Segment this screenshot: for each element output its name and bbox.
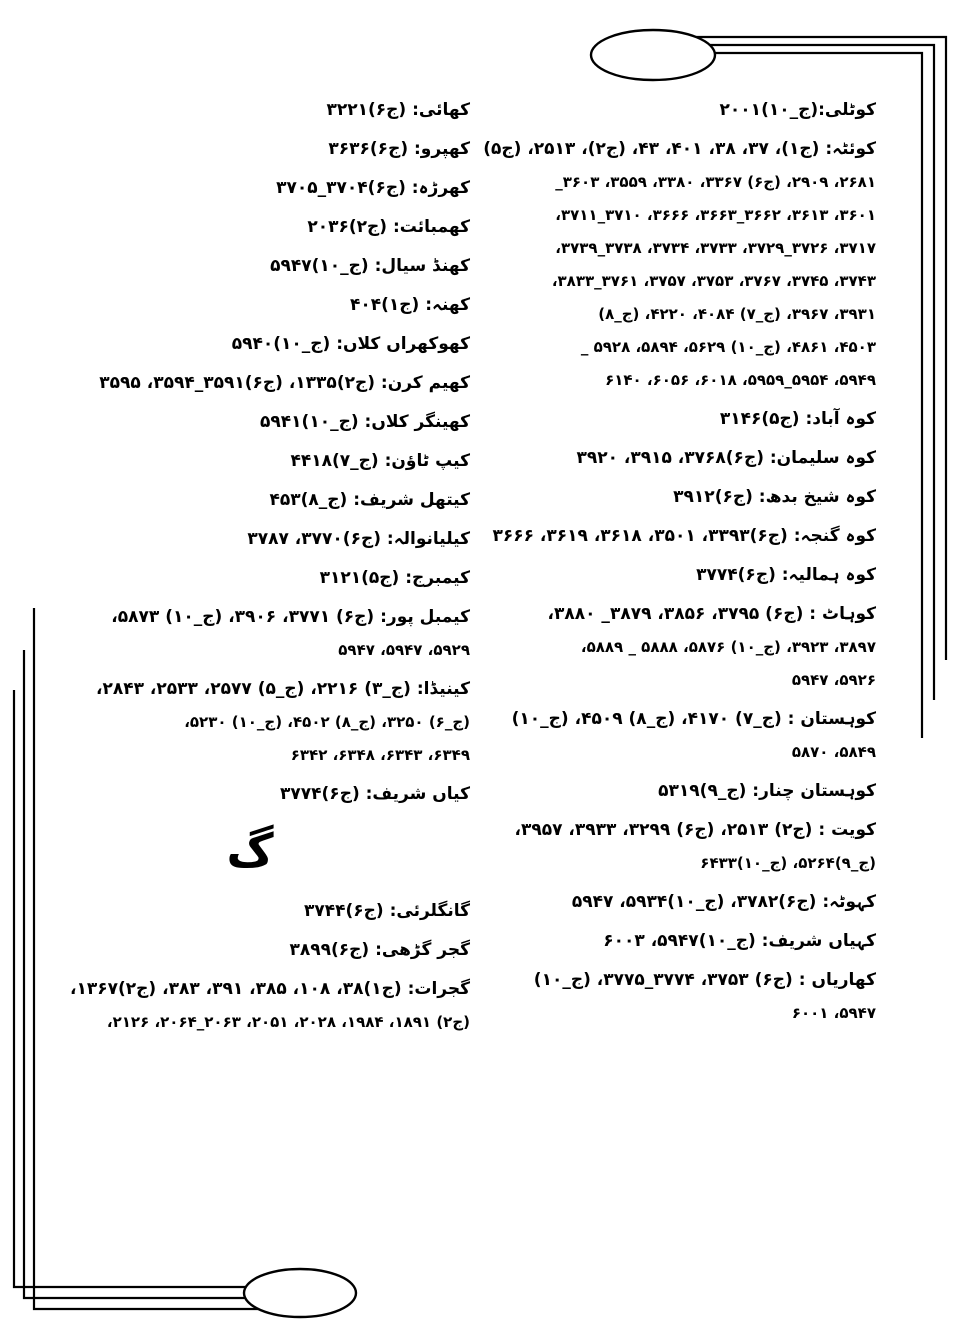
index-entry xyxy=(80,178,470,198)
index-entry xyxy=(80,451,470,471)
entry-headline: کوہستان : (ج_۷) ۴۱۷۰، (ج_۸) ۴۵۰۹، (ج_۱۰) xyxy=(511,709,876,729)
index-entry xyxy=(80,784,470,804)
index-entry xyxy=(492,409,876,429)
letter-heading: گ xyxy=(226,823,274,877)
entry-headline: کوہ گنجہ: (ج۶)۳۳۹۳، ۳۵۰۱، ۳۶۱۸، ۳۶۱۹، ۳۶۶۶ xyxy=(492,526,876,546)
entry-headline: کیمبرج: (ج۵)۳۱۲۱ xyxy=(319,568,470,588)
entry-headline: کھپرو: (ج۶)۳۶۳۶ xyxy=(328,139,470,159)
index-entry xyxy=(80,217,470,237)
entry-headline: کوئٹہ: (ج۱)، ۳۷، ۳۸، ۴۰۱، ۴۳، (ج۲)، ۲۵۱۳، (ج۵) xyxy=(483,139,876,159)
index-entry xyxy=(492,526,876,546)
entry-continuation-line: ۳۹۳۱، ۳۹۶۷، (ج_۷) ۴۰۸۴، ۴۲۲۰، (ج_۸) xyxy=(598,305,876,323)
index-entry xyxy=(492,820,876,873)
entry-continuation-line: ۵۹۴۹، ۵۹۵۴_۵۹۵۹، ۶۰۱۸، ۶۰۵۶، ۶۱۴۰ xyxy=(605,371,876,389)
entry-headline: کہوٹہ: (ج۶)۳۷۸۲، (ج_۱۰)۵۹۳۴، ۵۹۴۷ xyxy=(571,892,876,912)
entry-continuation-line: ۵۸۴۹، ۵۸۷۰ xyxy=(791,743,876,761)
index-entry xyxy=(492,892,876,912)
entry-headline: کھنڈ سیال: (ج_۱۰)۵۹۴۷ xyxy=(270,256,470,276)
index-entry xyxy=(80,607,470,660)
entry-headline: کوہ شیخ بدھ: (ج۶)۳۹۱۲ xyxy=(673,487,876,507)
index-entry xyxy=(80,334,470,354)
index-entry xyxy=(492,604,876,690)
entry-headline: کیپ ٹاؤن: (ج_۷)۴۴۱۸ xyxy=(290,451,470,471)
entry-headline: کیمبل پور: (ج۶) ۳۷۷۱، ۳۹۰۶، (ج_۱۰) ۵۸۷۳، xyxy=(111,607,470,627)
entry-headline: کھینگر کلاں: (ج_۱۰)۵۹۴۱ xyxy=(260,412,470,432)
index-entry xyxy=(483,139,876,390)
frame-ornament-bottom xyxy=(244,1269,356,1317)
entry-continuation-line: (ج_۶) ۳۲۵۰، (ج_۸) ۴۵۰۲، (ج_۱۰) ۵۲۳۰، xyxy=(184,713,470,731)
index-entry xyxy=(70,979,470,1032)
index-entry xyxy=(80,373,470,393)
index-entry xyxy=(80,100,470,120)
entry-headline: گانگلرئی: (ج۶)۳۷۴۴ xyxy=(303,901,470,921)
index-entry xyxy=(80,529,470,549)
index-entry xyxy=(80,295,470,315)
index-entry xyxy=(80,568,470,588)
entry-continuation-line: ۳۷۱۷، ۳۷۲۶_۳۷۲۹، ۳۷۳۳، ۳۷۳۴، ۳۷۳۸_۳۷۳۹، xyxy=(555,239,876,257)
entry-headline: کوٹلی:(ج_۱۰)۲۰۰۱ xyxy=(719,100,876,120)
entry-continuation-line: (ج۲) ۱۸۹۱، ۱۹۸۴، ۲۰۲۸، ۲۰۵۱، ۲۰۶۳_۲۰۶۴، ۲۱۲۶، xyxy=(106,1013,470,1031)
entry-headline: کھیم کرن: (ج۲)۱۳۳۵، (ج۶)۳۵۹۱_۳۵۹۴، ۳۵۹۵ xyxy=(99,373,470,393)
frame-ornament-top xyxy=(591,30,715,80)
index-entry xyxy=(80,490,470,510)
index-entry xyxy=(80,412,470,432)
left-column xyxy=(70,100,470,1051)
index-entry xyxy=(492,487,876,507)
index-entry xyxy=(80,679,470,765)
entry-headline: کویت : (ج۲) ۲۵۱۳، (ج۶) ۳۲۹۹، ۳۹۳۳، ۳۹۵۷، xyxy=(514,820,876,840)
entry-headline: کیلیانوالہ: (ج۶)۳۷۷۰، ۳۷۸۷ xyxy=(247,529,470,549)
entry-continuation-line: ۳۶۰۱، ۳۶۱۳، ۳۶۶۲_۳۶۶۳، ۳۶۶۶، ۳۷۱۰_۳۷۱۱، xyxy=(555,206,876,224)
entry-continuation-line: ۳۷۴۳، ۳۷۴۵، ۳۷۶۷، ۳۷۵۳، ۳۷۵۷، ۳۷۶۱_۳۸۳۳، xyxy=(551,272,876,290)
entry-headline: کوہ آباد: (ج۵)۳۱۴۶ xyxy=(719,409,876,429)
entry-headline: کھائی: (ج۶)۳۲۲۱ xyxy=(326,100,470,120)
index-entry xyxy=(492,781,876,801)
entry-headline: گجرات: (ج۱)۳۸، ۱۰۸، ۳۸۵، ۳۹۱، ۳۸۳، (ج۲)۱۳۶۷، xyxy=(70,979,470,999)
left-column-top-entries xyxy=(80,100,470,804)
entry-headline: کوہ سلیمان: (ج۶)۳۷۶۸، ۳۹۱۵، ۳۹۲۰ xyxy=(576,448,876,468)
entry-continuation-line: ۵۹۲۶، ۵۹۴۷ xyxy=(791,671,876,689)
entry-headline: کہیاں شریف: (ج_۱۰)۵۹۴۷، ۶۰۰۳ xyxy=(603,931,876,951)
entry-headline: کھمبائت: (ج۲)۲۰۳۶ xyxy=(307,217,470,237)
index-entry xyxy=(80,256,470,276)
entry-headline: کھرڑہ: (ج۶)۳۷۰۴_۳۷۰۵ xyxy=(276,178,470,198)
index-entry xyxy=(492,565,876,585)
index-entry xyxy=(492,448,876,468)
index-entry xyxy=(80,901,470,921)
entry-headline: کینیڈا: (ج_۳) ۲۲۱۶، (ج_۵) ۲۵۷۷، ۲۵۳۳، ۲۸۴۳، xyxy=(96,679,470,699)
entry-headline: کیاں شریف: (ج۶)۳۷۷۴ xyxy=(280,784,470,804)
index-entry xyxy=(492,970,876,1023)
index-entry xyxy=(492,931,876,951)
index-entry xyxy=(492,100,876,120)
entry-continuation-line: (ج_۹)۵۲۶۴، (ج_۱۰)۶۴۳۳ xyxy=(700,854,876,872)
entry-headline: کھنہ: (ج۱)۴۰۴ xyxy=(349,295,470,315)
index-entry xyxy=(80,940,470,960)
entry-headline: کوہستان چنار: (ج_۹)۵۳۱۹ xyxy=(658,781,876,801)
entry-continuation-line: ۶۳۴۹، ۶۳۴۳، ۶۳۴۸، ۶۳۴۲ xyxy=(290,746,470,764)
entry-continuation-line: ۴۵۰۳، ۴۸۶۱، (ج_۱۰) ۵۶۲۹، ۵۸۹۴، ۵۹۲۸ _ xyxy=(580,338,876,356)
entry-headline: کوہ ہمالیہ: (ج۶)۳۷۷۴ xyxy=(696,565,876,585)
right-column xyxy=(483,100,876,1042)
entry-continuation-line: ۵۹۲۹، ۵۹۴۷، ۵۹۴۷ xyxy=(338,641,470,659)
entry-continuation-line: ۲۶۸۱، ۲۹۰۹، (ج۶) ۳۳۶۷، ۳۳۸۰، ۳۵۵۹، ۳۶۰۳_ xyxy=(555,173,876,191)
entry-headline: کھوکھراں کلاں: (ج_۱۰)۵۹۴۰ xyxy=(231,334,470,354)
entry-headline: کیتھل شریف: (ج_۸)۴۵۳ xyxy=(269,490,470,510)
left-column-bottom-entries xyxy=(70,901,470,1032)
index-entry xyxy=(492,709,876,762)
entry-headline: گجر گڑھی: (ج۶)۳۸۹۹ xyxy=(289,940,470,960)
entry-continuation-line: ۳۸۹۷، ۳۹۲۳، (ج_۱۰) ۵۸۷۶، ۵۸۸۸ _ ۵۸۸۹، xyxy=(580,638,876,656)
entry-headline: کھاریاں : (ج۶) ۳۷۵۳، ۳۷۷۴_۳۷۷۵، (ج_۱۰) xyxy=(533,970,876,990)
index-entry xyxy=(80,139,470,159)
entry-continuation-line: ۵۹۴۷، ۶۰۰۱ xyxy=(791,1004,876,1022)
entry-headline: کوہاٹ : (ج۶) ۳۷۹۵، ۳۸۵۶، ۳۸۷۹_ ۳۸۸۰، xyxy=(547,604,876,624)
